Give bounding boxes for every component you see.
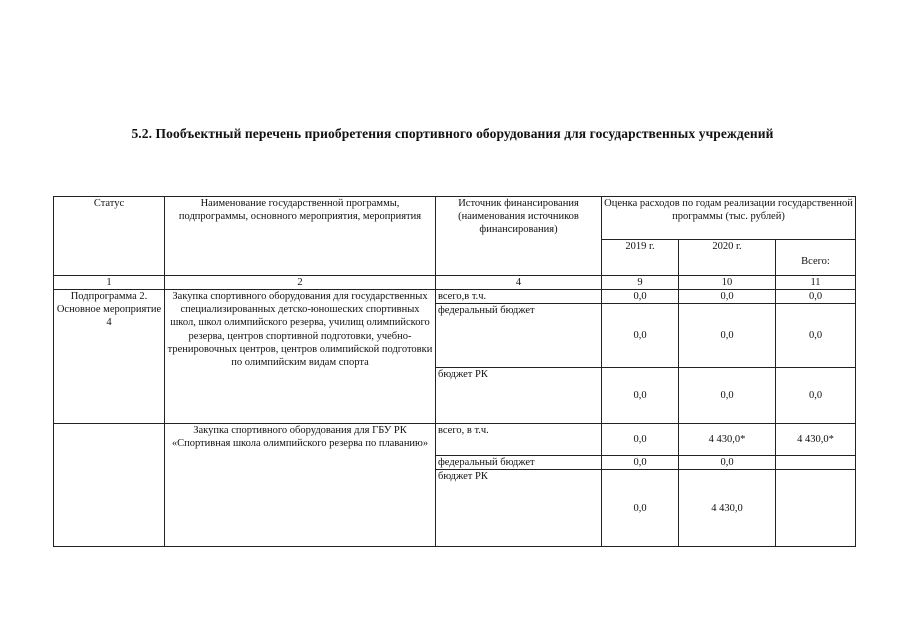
header-status: Статус [54,197,165,276]
value-2020: 0,0 [679,304,776,368]
row-status: Подпрограмма 2. Основное мероприятие 4 [54,290,165,424]
header-source: Источник финансирования (наименования источников финансирования) [436,197,602,276]
header-estimate: Оценка расходов по годам реализации государственной программы (тыс. рублей) [602,197,856,240]
row-source: бюджет РК [436,368,602,424]
value-2019: 0,0 [602,470,679,547]
header-year-2020: 2020 г. [679,240,776,276]
value-2020: 4 430,0* [679,424,776,456]
row-source: федеральный бюджет [436,456,602,470]
column-number: 9 [602,276,679,290]
table-row [54,290,856,304]
value-total: 4 430,0* [776,424,856,456]
header-name: Наименование государственной программы, подпрограммы, основного мероприятия, мероприятия [165,197,436,276]
value-total [776,470,856,547]
row-status [54,424,165,547]
row-source: всего, в т.ч. [436,424,602,456]
column-number: 2 [165,276,436,290]
value-2020: 4 430,0 [679,470,776,547]
value-total [776,456,856,470]
value-2020: 0,0 [679,456,776,470]
column-number: 10 [679,276,776,290]
value-2019: 0,0 [602,424,679,456]
row-source: бюджет РК [436,470,602,547]
column-number-row [54,276,856,290]
value-2019: 0,0 [602,368,679,424]
document-title: 5.2. Пообъектный перечень приобретения спортивного оборудования для государственных учреждений [131,126,774,141]
row-source: федеральный бюджет [436,304,602,368]
value-total: 0,0 [776,368,856,424]
header-total: Всего: [776,240,856,276]
row-name: Закупка спортивного оборудования для ГБУ РК «Спортивная школа олимпийского резерва по плаванию» [165,424,436,547]
row-source: всего,в т.ч. [436,290,602,304]
header-row [54,197,856,240]
header-year-2019: 2019 г. [602,240,679,276]
value-2020: 0,0 [679,290,776,304]
value-2019: 0,0 [602,456,679,470]
table-row [54,424,856,456]
value-total: 0,0 [776,304,856,368]
value-2019: 0,0 [602,290,679,304]
column-number: 1 [54,276,165,290]
value-total: 0,0 [776,290,856,304]
column-number: 11 [776,276,856,290]
value-2020: 0,0 [679,368,776,424]
row-name: Закупка спортивного оборудования для государственных специализированных детско-юношеских спортивных школ, школ олимпийского резерва, училищ олимпийского резерва, центров спортивной подготовки, учебно-тренировочных центров, центров олимпийской подготовки по олимпийским видам спорта [165,290,436,424]
value-2019: 0,0 [602,304,679,368]
column-number: 4 [436,276,602,290]
equipment-table [53,196,856,547]
